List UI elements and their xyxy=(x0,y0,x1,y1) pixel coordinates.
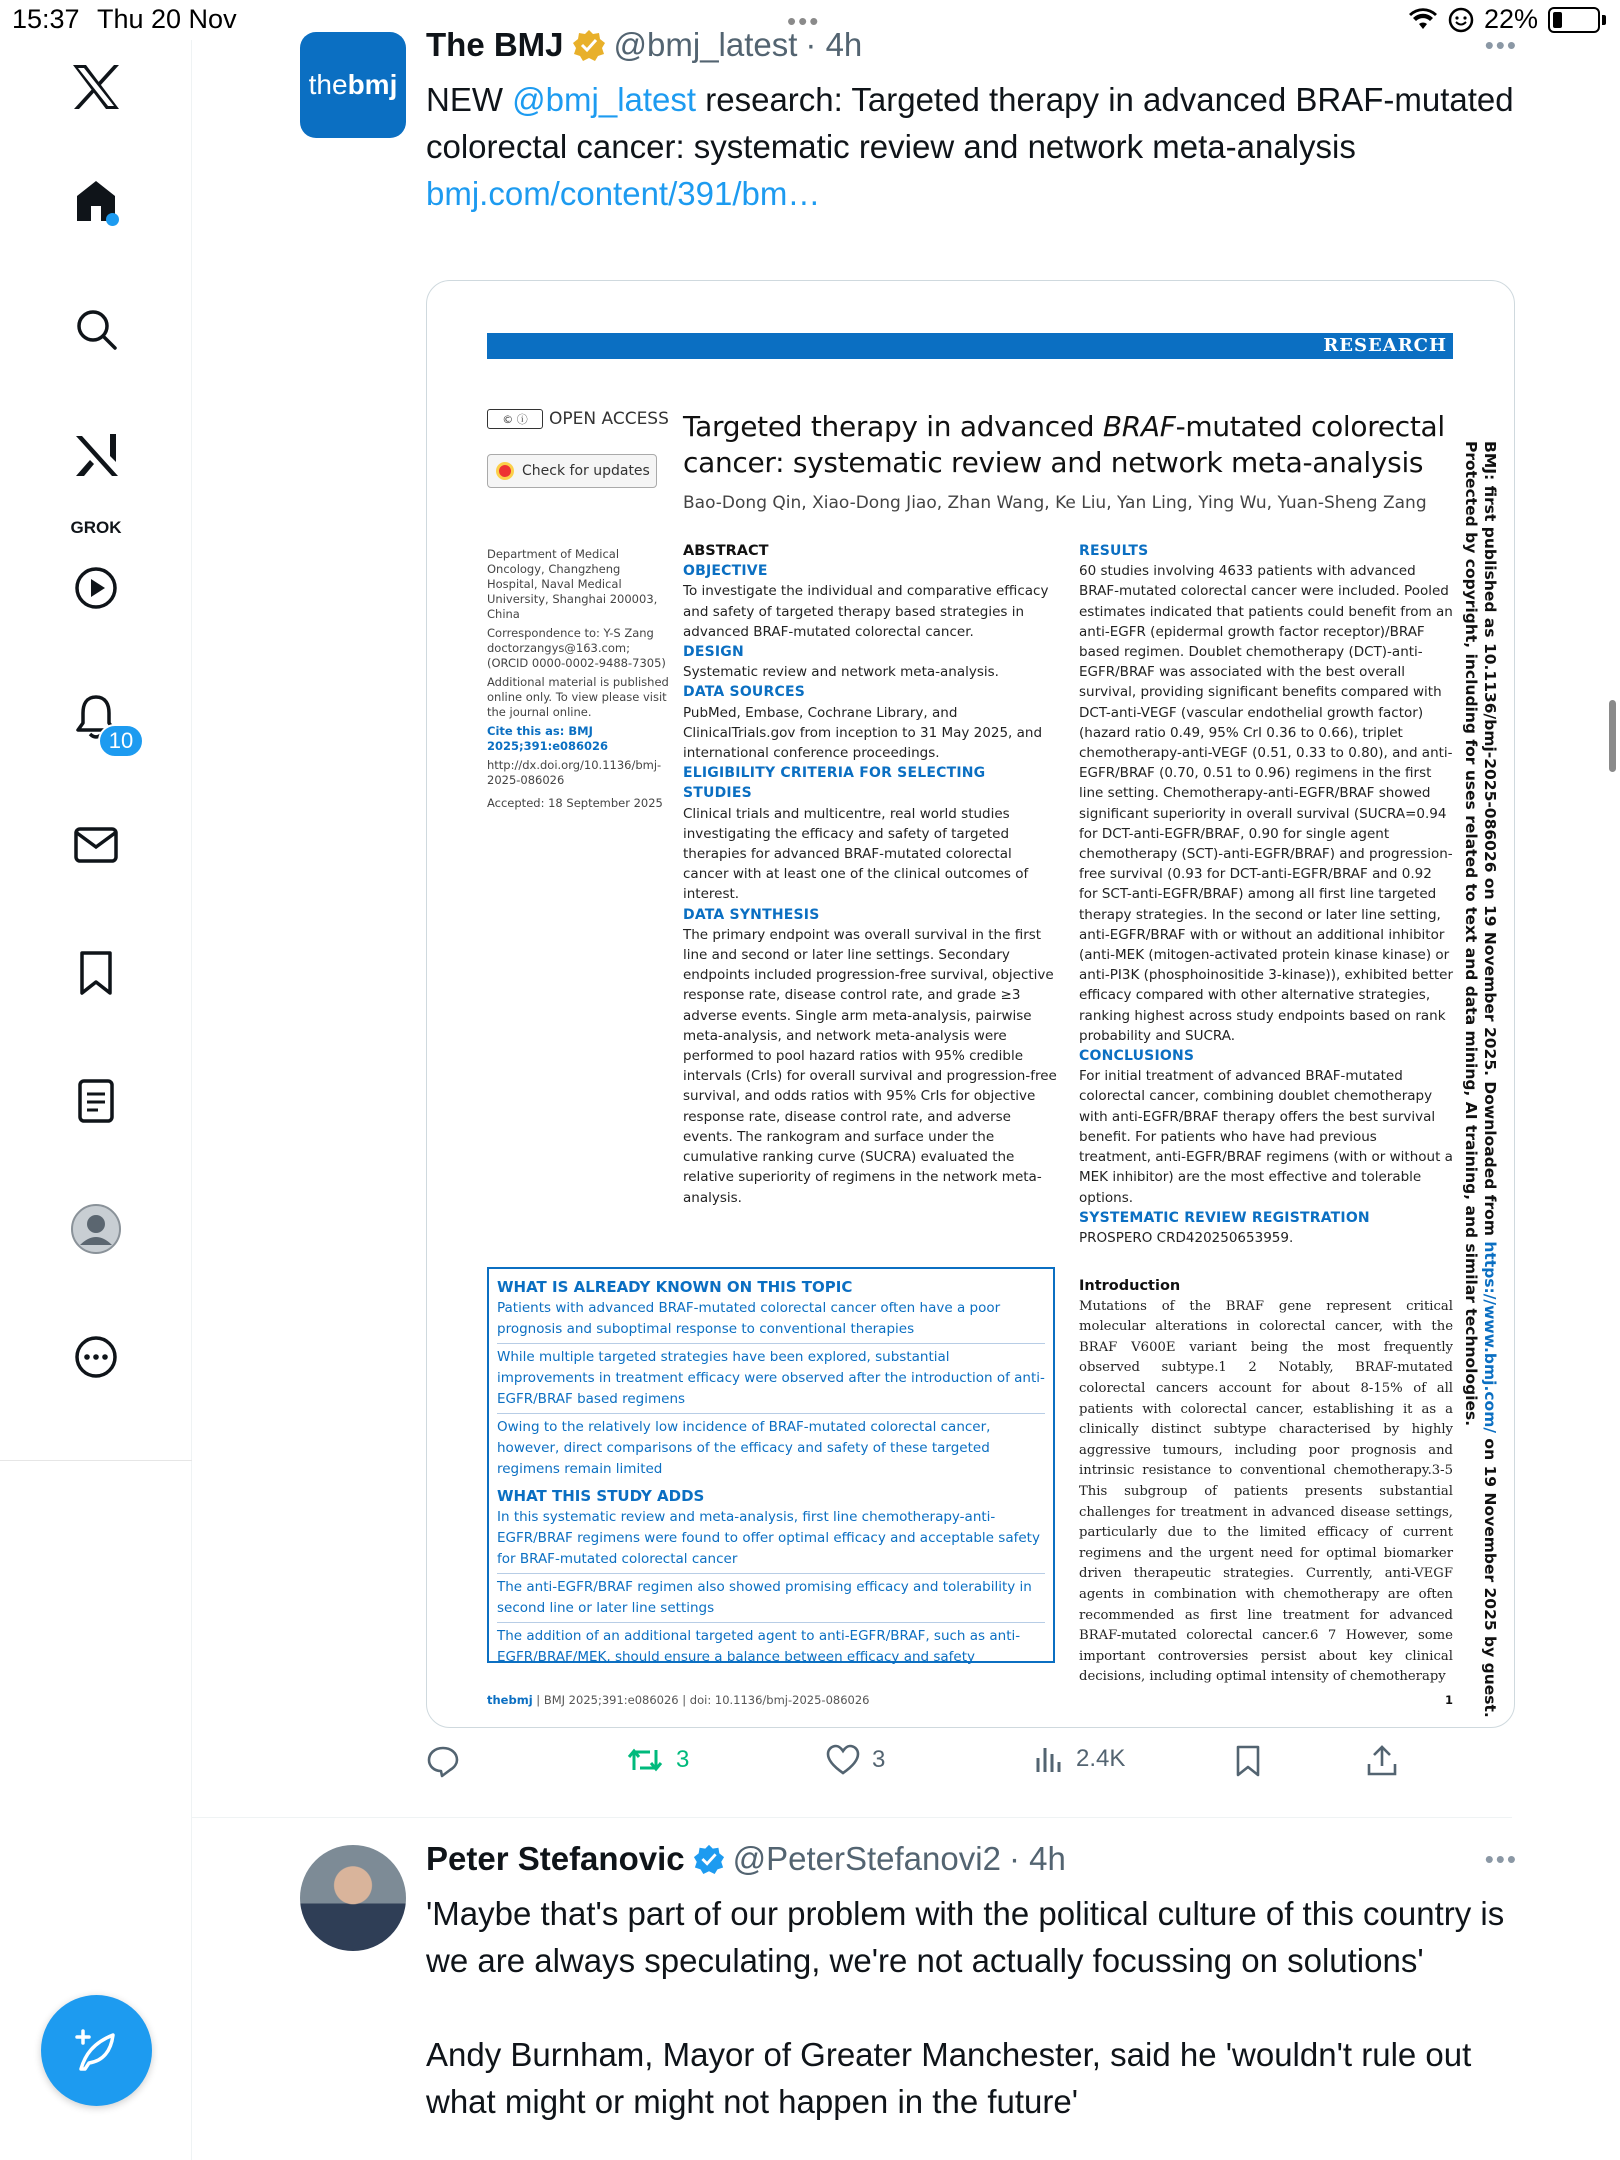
registration-heading: SYSTEMATIC REVIEW REGISTRATION xyxy=(1079,1209,1370,1226)
paper-footer xyxy=(487,1693,1453,1707)
open-access-badge xyxy=(487,409,669,429)
views-count: 2.4K xyxy=(1076,1745,1126,1772)
post-text-part: research: Targeted therapy in advanced BRAF-mutated colorectal cancer: systematic review and network meta-analysis xyxy=(426,81,1514,165)
check-updates-label: Check for updates xyxy=(522,463,650,479)
home-unread-dot xyxy=(106,213,119,226)
avatar-text-light: the xyxy=(308,69,348,100)
sidebar-item-explore[interactable] xyxy=(0,284,192,374)
results-text: 60 studies involving 4633 patients with advanced BRAF-mutated colorectal cancer were included. Pooled estimates indicated that patients could benefit from an anti-EGFR (epidermal growth factor receptor)/BRAF based regimen. Doublet chemotherapy (DCT)-anti-EGFR/BRAF was associated with the best overall survival, providing significant benefits compared with DCT-anti-VEGF (vascular endothelial growth factor) (hazard ratio 0.49, 95% CrI 0.36 to 0.66), triplet chemotherapy-anti-VEGF (0.51, 0.33 to 0.80), and anti-EGFR/BRAF (0.70, 0.51 to 0.96) regimens in the first line setting. Chemotherapy-anti-EGFR/BRAF showed significant superiority in overall survival (SUCRA=0.94 for DCT-anti-EGFR/BRAF, 0.90 for single agent chemotherapy (SCT)-anti-EGFR/BRAF) and progression-free survival (0.93 for DCT-anti-EGFR/BRAF and 0.92 for SCT-anti-EGFR/BRAF) among all first line targeted therapy strategies. In the second or later line setting, anti-EGFR/BRAF with or without an additional inhibitor (anti-MEK (mitogen-activated protein kinase kinase) or anti-PI3K (phosphoinositide 3-kinase)), exhibited better efficacy compared with other alternative strategies, ranking highest across study endpoints based on rank probability and SUCRA. xyxy=(1079,563,1454,1044)
author-handle[interactable]: @PeterStefanovi2 xyxy=(732,1840,1001,1877)
post-time[interactable]: · 4h xyxy=(1008,1840,1066,1877)
abstract-column-2 xyxy=(1079,541,1453,1248)
sidebar-item-more[interactable] xyxy=(0,1312,192,1402)
notifications-badge: 10 xyxy=(98,724,144,758)
post-time[interactable]: · 4h xyxy=(805,26,863,63)
vertical-text: BMJ: first published as 10.1136/bmj-2025-086026 on 19 November 2025. Downloaded from xyxy=(1481,441,1499,1242)
paper-title-part: -mutated colorectal cancer: systematic review and network meta-analysis xyxy=(683,410,1445,479)
additional-material: Additional material is published online only. To view please visit the journal online. xyxy=(487,675,669,719)
synthesis-text: The primary endpoint was overall survival in the first line and second or later line settings. Secondary endpoints included progression-free survival, objective response rate, disease control rate, and grade ≥3 adverse events. Single arm meta-analysis, pairwise meta-analysis, and network meta-analysis were performed to pool hazard ratios with 95% credible intervals (CrIs) for overall survival and progression-free survival, and odds ratios with 95% CrIs for objective response rate, disease control rate, and adverse events. The rankogram and surface under the cumulative ranking curve (SUCRA) evaluated the relative superiority of regimens in the network meta-analysis. xyxy=(683,926,1057,1206)
vertical-line-1 xyxy=(1480,441,1499,1718)
avatar[interactable] xyxy=(300,32,406,138)
paper-footer-citation xyxy=(487,1693,869,1707)
sources-text: PubMed, Embase, Cochrane Library, and ClinicalTrials.gov from inception to 31 May 2025, and international conference proceedings. xyxy=(683,704,1043,762)
abstract-heading: ABSTRACT xyxy=(683,543,769,559)
footer-citation: | BMJ 2025;391:e086026 | doi: 10.1136/bmj-2025-086026 xyxy=(532,1693,870,1707)
profile-avatar-icon xyxy=(70,1203,122,1255)
intro-heading: Introduction xyxy=(1079,1278,1181,1294)
design-heading: DESIGN xyxy=(683,644,744,661)
grok-label: GROK xyxy=(70,518,122,537)
conclusions-heading: CONCLUSIONS xyxy=(1079,1048,1195,1065)
vertical-link: https://www.bmj.com/ xyxy=(1481,1241,1499,1434)
paper-title xyxy=(683,409,1453,481)
more-circle-icon xyxy=(73,1334,119,1380)
verified-blue-badge-icon xyxy=(693,1843,725,1875)
cite-as: Cite this as: BMJ 2025;391:e086026 xyxy=(487,724,609,753)
objective-heading: OBJECTIVE xyxy=(683,563,768,580)
post-text xyxy=(426,1890,1526,2160)
scrollbar[interactable] xyxy=(1609,700,1616,772)
author-handle[interactable]: @bmj_latest xyxy=(613,26,798,63)
conclusions-text: For initial treatment of advanced BRAF-mutated colorectal cancer, combining doublet chemotherapy with anti-EGFR/BRAF therapy offers the best survival benefit. For patients who have had previous treatment, anti-EGFR/BRAF regimens (with or without a MEK inhibitor) are the most effective and tolerable options. xyxy=(1079,1068,1453,1206)
sources-heading: DATA SOURCES xyxy=(683,684,805,701)
x-logo-button[interactable] xyxy=(0,42,192,132)
post-header xyxy=(426,1840,1066,1878)
summary-item: The anti-EGFR/BRAF regimen also showed promising efficacy and tolerability in second line or later line settings xyxy=(497,1577,1045,1623)
status-date: Thu 20 Nov xyxy=(97,4,237,34)
summary-item: While multiple targeted strategies have been explored, substantial improvements in treatment efficacy were observed after the introduction of anti-EGFR/BRAF based regimens xyxy=(497,1347,1045,1414)
media-card[interactable] xyxy=(426,280,1515,1728)
summary-item: Patients with advanced BRAF-mutated colorectal cancer often have a poor prognosis and suboptimal response to conventional therapies xyxy=(497,1298,1045,1344)
wifi-icon xyxy=(1408,8,1438,32)
focus-mode-icon xyxy=(1448,7,1474,33)
share-button[interactable] xyxy=(1366,1744,1398,1778)
known-list xyxy=(497,1298,1045,1483)
compose-feather-icon xyxy=(71,2025,123,2077)
verified-gold-badge-icon xyxy=(572,28,606,62)
compose-post-button[interactable] xyxy=(41,1995,152,2106)
like-count: 3 xyxy=(872,1746,886,1773)
vertical-line-2: Protected by copyright, including for uses related to text and data mining, AI training, and similar technologies. xyxy=(1462,441,1480,1427)
results-heading: RESULTS xyxy=(1079,543,1149,559)
eligibility-heading: ELIGIBILITY CRITERIA FOR SELECTING STUDIES xyxy=(683,765,986,802)
sidebar-item-grok[interactable] xyxy=(0,410,192,500)
adds-heading: WHAT THIS STUDY ADDS xyxy=(497,1487,705,1505)
bookmark-icon xyxy=(76,950,116,996)
battery-tip xyxy=(1602,15,1606,25)
share-icon xyxy=(1366,1744,1398,1778)
footer-brand: thebmj xyxy=(487,1693,533,1707)
vertical-text: on 19 November 2025 by guest. xyxy=(1481,1433,1499,1718)
eligibility-text: Clinical trials and multicentre, real world studies investigating the efficacy and safety of targeted therapies for advanced BRAF-mutated colorectal cancer with at least one of the clinical outcomes of interest. xyxy=(683,805,1029,903)
open-access-label: OPEN ACCESS xyxy=(549,409,669,429)
introduction xyxy=(1079,1276,1453,1688)
x-logo-icon xyxy=(70,63,122,111)
paper-image xyxy=(427,281,1515,1728)
abstract-column-1 xyxy=(683,541,1059,1208)
sidebar-divider xyxy=(0,1460,192,1461)
post-more-icon[interactable]: ••• xyxy=(1484,30,1518,60)
paper-title-italic: BRAF xyxy=(1102,410,1176,443)
multitasking-dots-icon[interactable]: ••• xyxy=(787,6,821,36)
retweet-button[interactable] xyxy=(626,1744,689,1776)
doi-link: http://dx.doi.org/10.1136/bmj-2025-086026 xyxy=(487,758,662,787)
bookmark-icon xyxy=(1234,1744,1262,1778)
reply-icon xyxy=(426,1744,460,1778)
synthesis-heading: DATA SYNTHESIS xyxy=(683,906,820,923)
cc-by-icon: © ⓘ xyxy=(487,409,543,429)
bookmark-button[interactable] xyxy=(1234,1744,1262,1778)
post-text-part: NEW xyxy=(426,81,513,118)
check-updates-icon xyxy=(496,462,514,480)
battery-percent: 22% xyxy=(1483,4,1538,34)
author-name[interactable]: The BMJ xyxy=(426,26,564,63)
battery-icon xyxy=(1548,7,1600,33)
summary-box xyxy=(487,1267,1055,1663)
research-banner: RESEARCH xyxy=(487,333,1453,359)
paper-affiliation-block xyxy=(487,547,672,815)
post-header xyxy=(426,26,862,64)
like-button[interactable] xyxy=(826,1744,885,1776)
heart-icon xyxy=(826,1744,860,1776)
sidebar xyxy=(0,40,192,2160)
sidebar-item-videos[interactable] xyxy=(0,543,192,633)
intro-text: Mutations of the BRAF gene represent critical molecular alterations in colorectal cancer, with the BRAF V600E variant being the most frequently observed subtype.1 2 Notably, BRAF-mutated colorectal cancers account for about 8-15% of all patients with colorectal cancer, establishing it as a clinically distinct subtype characterised by highly aggressive tumours, including poor prognosis and intrinsic resistance to conventional chemotherapy.3-5 This subgroup of patients presents substantial challenges for treatment in advanced disease settings, particularly due to the limited efficacy of current regimens and the urgent need for optimal biomarker driven therapeutic strategies. Currently, anti-VEGF agents in combination with chemotherapy are often recommended as first line treatment for advanced BRAF-mutated colorectal cancer.6 7 However, some important controversies persist about key clinical decisions, including optimal intensity of chemotherapy xyxy=(1079,1298,1453,1685)
page-number: 1 xyxy=(1444,1693,1453,1707)
author-name[interactable]: Peter Stefanovic xyxy=(426,1840,685,1877)
sidebar-item-home[interactable] xyxy=(0,156,192,246)
known-heading: WHAT IS ALREADY KNOWN ON THIS TOPIC xyxy=(497,1278,853,1296)
views-chart-icon xyxy=(1034,1744,1064,1774)
design-text: Systematic review and network meta-analysis. xyxy=(683,664,999,681)
copyright-vertical-note xyxy=(1461,441,1499,1718)
views-button[interactable] xyxy=(1034,1744,1125,1774)
search-icon xyxy=(74,307,118,351)
reply-button[interactable] xyxy=(426,1744,472,1778)
summary-item: The addition of an additional targeted agent to anti-EGFR/BRAF, such as anti-EGFR/BRAF/MEK, should ensure a balance between efficacy and safety xyxy=(497,1628,1021,1665)
paper-title-part: Targeted therapy in advanced xyxy=(683,410,1103,443)
adds-list xyxy=(497,1507,1045,1671)
article-link[interactable]: bmj.com/content/391/bm… xyxy=(426,175,821,212)
summary-item: Owing to the relatively low incidence of BRAF-mutated colorectal cancer, however, direct comparisons of the efficacy and safety of these targeted regimens remain limited xyxy=(497,1419,991,1477)
status-time: 15:37 xyxy=(12,4,80,34)
sidebar-item-notifications[interactable] xyxy=(0,672,192,762)
correspondence: Correspondence to: Y-S Zang doctorzangys@163.com; (ORCID 0000-0002-9488-7305) xyxy=(487,626,666,670)
sidebar-item-profile[interactable] xyxy=(0,1184,192,1274)
avatar-text-bold: bmj xyxy=(347,69,398,100)
grok-icon xyxy=(72,432,120,478)
mention-link[interactable]: @bmj_latest xyxy=(512,81,697,118)
registration-text: PROSPERO CRD420250653959. xyxy=(1079,1229,1294,1246)
summary-item: In this systematic review and meta-analysis, first line chemotherapy-anti-EGFR/BRAF regimens were found to offer optimal efficacy and acceptable safety for BRAF-mutated colorectal cancer xyxy=(497,1507,1045,1574)
sidebar-item-messages[interactable] xyxy=(0,800,192,890)
post-actions xyxy=(426,1744,1515,1794)
post-divider xyxy=(192,1817,1512,1818)
post-paragraph: Andy Burnham, Mayor of Greater Manchester, said he 'wouldn't rule out what might or might not happen in the future' xyxy=(426,2036,1472,2120)
post-paragraph: 'Maybe that's part of our problem with the political culture of this country is we are always speculating, we're not actually focussing on solutions' xyxy=(426,1895,1505,1979)
retweet-count: 3 xyxy=(676,1746,690,1773)
list-doc-icon xyxy=(76,1078,116,1124)
sidebar-item-lists[interactable] xyxy=(0,1056,192,1146)
accepted-date: Accepted: 18 September 2025 xyxy=(487,796,663,810)
mail-icon xyxy=(73,825,119,865)
sidebar-item-bookmarks[interactable] xyxy=(0,928,192,1018)
avatar[interactable] xyxy=(300,1845,406,1951)
check-updates-badge xyxy=(487,454,657,488)
affiliation: Department of Medical Oncology, Changzheng Hospital, Naval Medical University, Shanghai 200003, China xyxy=(487,547,658,621)
post-text xyxy=(426,76,1526,217)
objective-text: To investigate the individual and comparative efficacy and safety of targeted therapy based strategies in advanced BRAF-mutated colorectal cancer. xyxy=(683,583,1049,640)
play-circle-icon xyxy=(73,565,119,611)
retweet-icon xyxy=(626,1744,664,1776)
paper-authors: Bao-Dong Qin, Xiao-Dong Jiao, Zhan Wang, Ke Liu, Yan Ling, Ying Wu, Yuan-Sheng Zang xyxy=(683,493,1427,513)
post-more-icon[interactable]: ••• xyxy=(1484,1844,1518,1874)
